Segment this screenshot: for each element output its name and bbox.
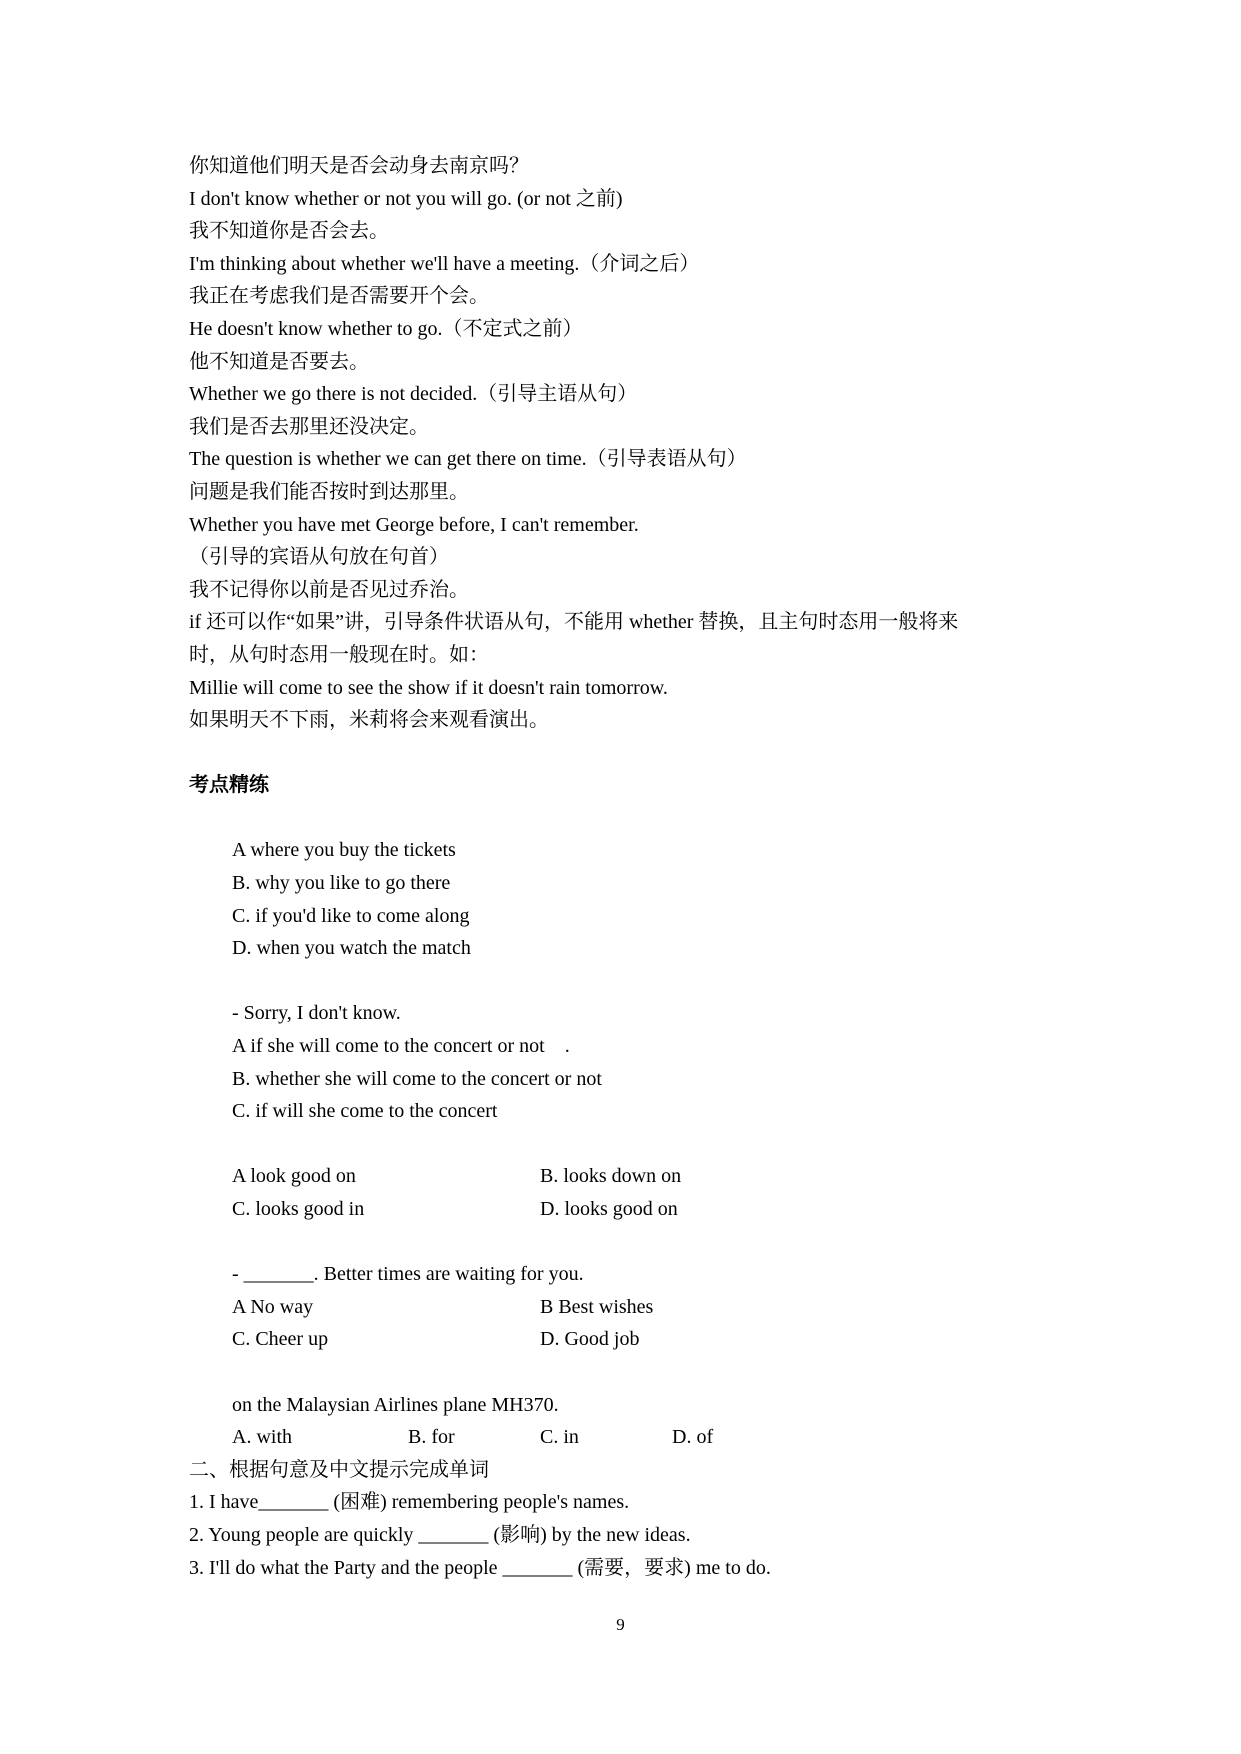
note-line: I'm thinking about whether we'll have a meeting.（介词之后） [189, 252, 700, 275]
question-stem [189, 1356, 1089, 1389]
option-c: C. Cheer up [232, 1328, 329, 1351]
option-a: A No way [232, 1295, 314, 1318]
fill-in-item: 1. I have_______ (困难) remembering people's names. [189, 1491, 630, 1514]
question-stem [189, 1128, 1089, 1161]
page-number: 9 [616, 1615, 625, 1634]
note-line: I don't know whether or not you will go. (or not 之前) [189, 187, 623, 210]
page-content [189, 150, 1089, 1584]
option-c: C. in [540, 1426, 579, 1449]
note-line: 我们是否去那里还没决定。 [189, 415, 429, 438]
option-line: C. if you'd like to come along [232, 904, 470, 927]
option-line: A if she will come to the concert or not . [232, 1035, 570, 1058]
option-b: B Best wishes [540, 1295, 654, 1318]
note-line: 我不知道你是否会去。 [189, 220, 389, 243]
question-stem [189, 802, 1089, 835]
exercise-heading: 考点精练 [189, 774, 269, 797]
option-d: D. Good job [540, 1328, 640, 1351]
option-b: B. for [408, 1426, 455, 1449]
note-line: （引导的宾语从句放在句首） [189, 546, 449, 569]
fill-in-item: 2. Young people are quickly _______ (影响) by the new ideas. [189, 1523, 691, 1546]
option-line: C. if will she come to the concert [232, 1100, 498, 1123]
note-line: 他不知道是否要去。 [189, 350, 369, 373]
note-line: 你知道他们明天是否会动身去南京吗？ [189, 155, 529, 177]
question-stem [189, 1226, 1089, 1259]
blank-spacer [189, 737, 1089, 770]
option-d: D. of [672, 1426, 714, 1449]
note-line: 问题是我们能否按时到达那里。 [189, 480, 469, 503]
option-d: D. looks good on [540, 1198, 678, 1220]
option-a: A look good on [232, 1165, 356, 1188]
note-line: Millie will come to see the show if it doesn't rain tomorrow. [189, 676, 668, 699]
option-b: B. looks down on [540, 1165, 682, 1188]
note-line: if 还可以作“如果”讲，引导条件状语从句，不能用 whether 替换，且主句时态用一般将来 [189, 611, 959, 634]
question-continuation: - _______. Better times are waiting for you. [232, 1263, 584, 1286]
fill-in-item: 3. I'll do what the Party and the people _______ (需要，要求) me to do. [189, 1556, 771, 1579]
option-row [189, 1193, 1089, 1226]
note-line: Whether you have met George before, I can't remember. [189, 513, 639, 536]
option-a: A. with [232, 1426, 292, 1449]
option-c: C. looks good in [232, 1198, 365, 1220]
note-line: 我正在考虑我们是否需要开个会。 [189, 285, 489, 308]
option-row [189, 1421, 1089, 1454]
option-row [189, 1160, 1089, 1193]
note-line: The question is whether we can get there on time.（引导表语从句） [189, 448, 747, 471]
option-line: A where you buy the tickets [232, 839, 456, 862]
note-line: He doesn't know whether to go.（不定式之前） [189, 317, 583, 340]
question-continuation: on the Malaysian Airlines plane MH370. [232, 1393, 559, 1416]
note-line: 时，从句时态用一般现在时。如： [189, 643, 489, 666]
option-line: B. whether she will come to the concert or not [232, 1067, 602, 1090]
question-continuation: - Sorry, I don't know. [232, 1002, 401, 1025]
option-row [189, 1323, 1089, 1356]
option-line: D. when you watch the match [232, 937, 471, 960]
note-line: Whether we go there is not decided.（引导主语从句） [189, 383, 638, 406]
section-heading: 二、根据句意及中文提示完成单词 [189, 1458, 489, 1481]
option-line: B. why you like to go there [232, 872, 451, 895]
note-line: 如果明天不下雨，米莉将会来观看演出。 [189, 709, 549, 732]
question-stem [189, 965, 1089, 998]
note-line: 我不记得你以前是否见过乔治。 [189, 578, 469, 601]
option-row [189, 1291, 1089, 1324]
